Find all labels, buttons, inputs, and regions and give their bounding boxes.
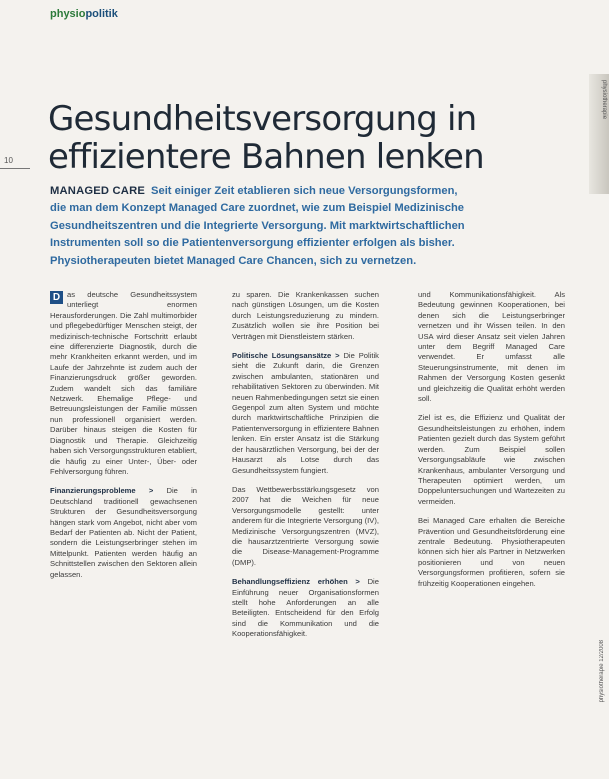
paragraph (50, 290, 197, 477)
paragraph-text: Die Politik sieht die Zukunft darin, die Grenzen zwischen ambulanten, stationären und rehabilitativen Sektoren zu überwinden. Mit neuen Rahmenbedingungen setzt sie einen Gegenpol zum alten System und möchte durch marktwirtschaftliche Prinzipien die Patientenversorgung in effizientere Bahnen lenken. Ein erster Ansatz ist die Stärkung der hausärztlichen Versorgung, bei der der Hausarzt als Lotse durch das Gesundheitssystem fungiert. (232, 351, 379, 475)
text-column-1 (50, 290, 197, 589)
text-column-3 (418, 290, 565, 598)
paragraph (232, 577, 379, 639)
paragraph-text: Die in Deutschland traditionell gewachsenen Strukturen der Gesundheitsversorgung hängen stark vom Angebot, nicht aber vom Bedarf der Patienten ab. Nicht der Patient, sondern die Leistungserbringer stehen im Mittelpunkt. Patienten werden häufig an Schnittstellen zwischen den Sektoren allein gelassen. (50, 486, 197, 579)
paragraph: und Kommunikationsfähigkeit. Als Bedeutung gewinnen Kooperationen, bei denen sich die Leistungserbringer vernetzen und ihr Wissen teilen. In den USA wird dieser Ansatz seit vielen Jahren unter dem Begriff Managed Care verwendet. Er umfasst alle Steuerungsinstrumente, mit denen im Rahmen der Versorgung Kosten gesenkt und gleichzeitig die Qualität erhöht werden soll. (418, 290, 565, 404)
paragraph (232, 351, 379, 476)
section-label (50, 8, 118, 20)
drop-cap: D (50, 291, 63, 304)
side-tab-label: physiotherapie (601, 80, 607, 120)
subheading: Behandlungseffizienz erhöhen > (232, 577, 360, 587)
article-intro (50, 183, 465, 270)
paragraph: zu sparen. Die Krankenkassen suchen nach günstigen Lösungen, um die Kosten durch Leistungsreduzierung zu mindern. Zusätzlich wollen sie ihre Position bei Verträgen mit Dienstleistern stärken. (232, 290, 379, 341)
intro-text: Seit einiger Zeit etablieren sich neue Versorgungsformen, die man dem Konzept Managed Care zuordnet, wie zum Beispiel Medizinische Gesundheitszentren und die Integrierte Versorgung. Mit marktwirtschaftlichen Instrumenten soll so die Patientenversorgung effizienter erfolgen als bisher. Physiotherapeuten bietet Managed Care Chancen, sich zu vernetzen. (50, 185, 465, 267)
page-footer: physiotherapie 12/2008 (599, 640, 605, 703)
subheading: Finanzierungsprobleme > (50, 486, 154, 496)
paragraph-text: Die Einführung neuer Organisationsformen stellt hohe Anforderungen an alle Beteiligten. Entscheidend für den Erfolg sind die Kommunikation und die Kooperationsfähigkeit. (232, 577, 379, 639)
intro-lead: MANAGED CARE (50, 185, 146, 197)
page-number: 10 (4, 156, 13, 165)
section-label-part2: politik (85, 8, 118, 20)
paragraph: Bei Managed Care erhalten die Bereiche Prävention und Gesundheitsförderung eine zentrale Bedeutung. Physiotherapeuten können sich hier als Partner in Netzwerken positionieren und von neuen Versorgungsformen profitieren, sofern sie frühzeitig Kooperationen eingehen. (418, 516, 565, 588)
section-label-part1: physio (50, 8, 86, 20)
text-column-2 (232, 290, 379, 649)
article-title: Gesundheitsversorgung in effizientere Bahnen lenken (48, 99, 484, 177)
paragraph: Ziel ist es, die Effizienz und Qualität der Gesundheitsleistungen zu erhöhen, indem Patienten gezielt durch das System geführt werden. Zum Beispiel sollen Versorgungsabläufe wie zwischen Krankenhaus, ambulanter Versorgung und Therapeuten optimiert werden, um Doppeluntersuchungen und Wartezeiten zu vermeiden. (418, 413, 565, 506)
page-number-rule (0, 168, 30, 169)
paragraph-text: as deutsche Gesundheitssystem unterliegt enormen Herausforderungen. Die Zahl multimorbider und pflegebedürftiger Menschen steigt, der medizinisch-technische Fortschritt erlaubt eine differenzierte Diagnostik, durch die mehr Krankheiten erkannt werden, und im Laufe der Jahrzehnte ist zudem auch der Finanzierungsdruck größer geworden. Zudem wandelt sich das familiäre Netzwerk. Ehemalige Pflege- und Betreuungsleistungen der Familie müssen nun professionell organisiert werden. Darüber hinaus steigen die Kosten für Diagnostik und Therapie. Gleichzeitig haben sich Versorgungsstrukturen etabliert, die häufig zu einer Unter-, Über- oder Fehlversorgung führen. (50, 290, 197, 476)
paragraph: Das Wettbewerbsstärkungsgesetz von 2007 hat die Weichen für neue Versorgungsmodelle gestellt: unter anderem für die Integrierte Versorgung (IV), Medizinische Versorgungszentren (MVZ), die hausarztzentrierte Versorgung sowie die Disease-Management-Programme (DMP). (232, 484, 379, 567)
paragraph (50, 486, 197, 580)
subheading: Politische Lösungsansätze > (232, 351, 340, 361)
